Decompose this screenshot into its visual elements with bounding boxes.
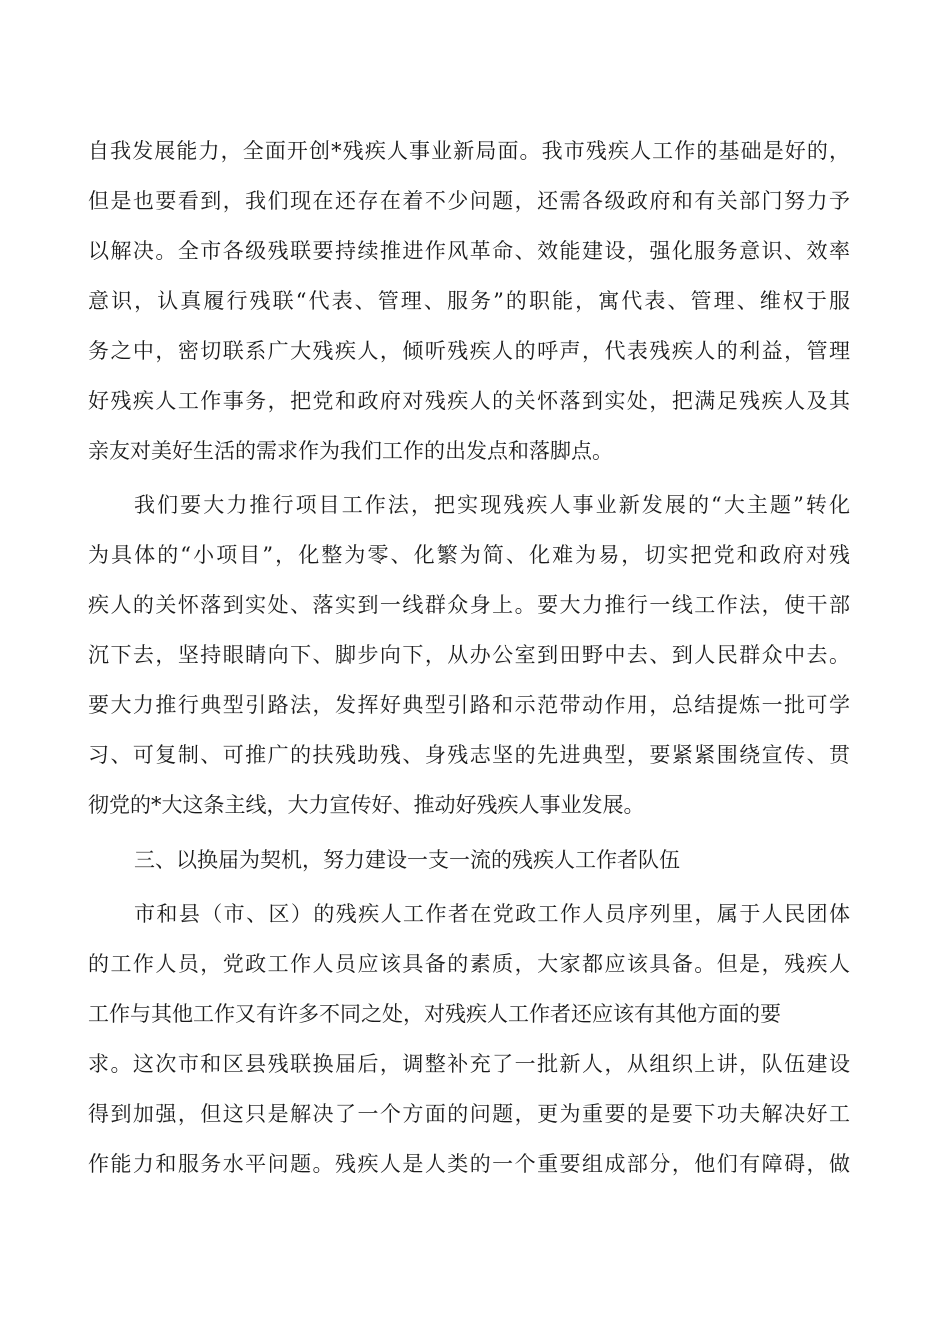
paragraph-2-line-6: 习、可复制、可推广的扶残助残、身残志坚的先进典型，要紧紧围绕宣传、贯 (88, 743, 850, 767)
paragraph-3-line-4: 求。这次市和区县残联换届后，调整补充了一批新人，从组织上讲，队伍建设 (88, 1052, 850, 1076)
paragraph-3-line-1: 市和县（市、区）的残疾人工作者在党政工作人员序列里，属于人民团体 (134, 902, 850, 926)
paragraph-3-line-6: 作能力和服务水平问题。残疾人是人类的一个重要组成部分，他们有障碍，做 (88, 1152, 850, 1176)
paragraph-1-line-2: 但是也要看到，我们现在还存在着不少问题，还需各级政府和有关部门努力予 (88, 189, 850, 213)
paragraph-1-line-5: 务之中，密切联系广大残疾人，倾听残疾人的呼声，代表残疾人的利益，管理 (88, 339, 850, 363)
paragraph-1-line-1: 自我发展能力，全面开创*残疾人事业新局面。我市残疾人工作的基础是好的， (88, 139, 850, 163)
paragraph-2-line-3: 疾人的关怀落到实处、落实到一线群众身上。要大力推行一线工作法，使干部 (88, 593, 850, 617)
paragraph-1-line-6: 好残疾人工作事务，把党和政府对残疾人的关怀落到实处，把满足残疾人及其 (88, 389, 850, 413)
paragraph-1-line-3: 以解决。全市各级残联要持续推进作风革命、效能建设，强化服务意识、效率 (88, 239, 850, 263)
paragraph-2-line-5: 要大力推行典型引路法，发挥好典型引路和示范带动作用，总结提炼一批可学 (88, 693, 850, 717)
paragraph-3-line-5: 得到加强，但这只是解决了一个方面的问题，更为重要的是要下功夫解决好工 (88, 1102, 850, 1126)
paragraph-3-line-3: 工作与其他工作又有许多不同之处，对残疾人工作者还应该有其他方面的要 (88, 1002, 781, 1026)
paragraph-1-line-4: 意识，认真履行残联“代表、管理、服务”的职能，寓代表、管理、维权于服 (88, 289, 850, 313)
paragraph-2-line-7: 彻党的*大这条主线，大力宣传好、推动好残疾人事业发展。 (88, 793, 645, 817)
section-heading: 三、以换届为契机，努力建设一支一流的残疾人工作者队伍 (134, 848, 680, 872)
paragraph-2-line-1: 我们要大力推行项目工作法，把实现残疾人事业新发展的“大主题”转化 (134, 493, 850, 517)
paragraph-3-line-2: 的工作人员，党政工作人员应该具备的素质，大家都应该具备。但是，残疾人 (88, 952, 850, 976)
paragraph-2-line-2: 为具体的“小项目”，化整为零、化繁为简、化难为易，切实把党和政府对残 (88, 543, 850, 567)
document-page (88, 0, 850, 1344)
paragraph-1-line-7: 亲友对美好生活的需求作为我们工作的出发点和落脚点。 (88, 439, 613, 463)
paragraph-2-line-4: 沉下去，坚持眼睛向下、脚步向下，从办公室到田野中去、到人民群众中去。 (88, 643, 850, 667)
